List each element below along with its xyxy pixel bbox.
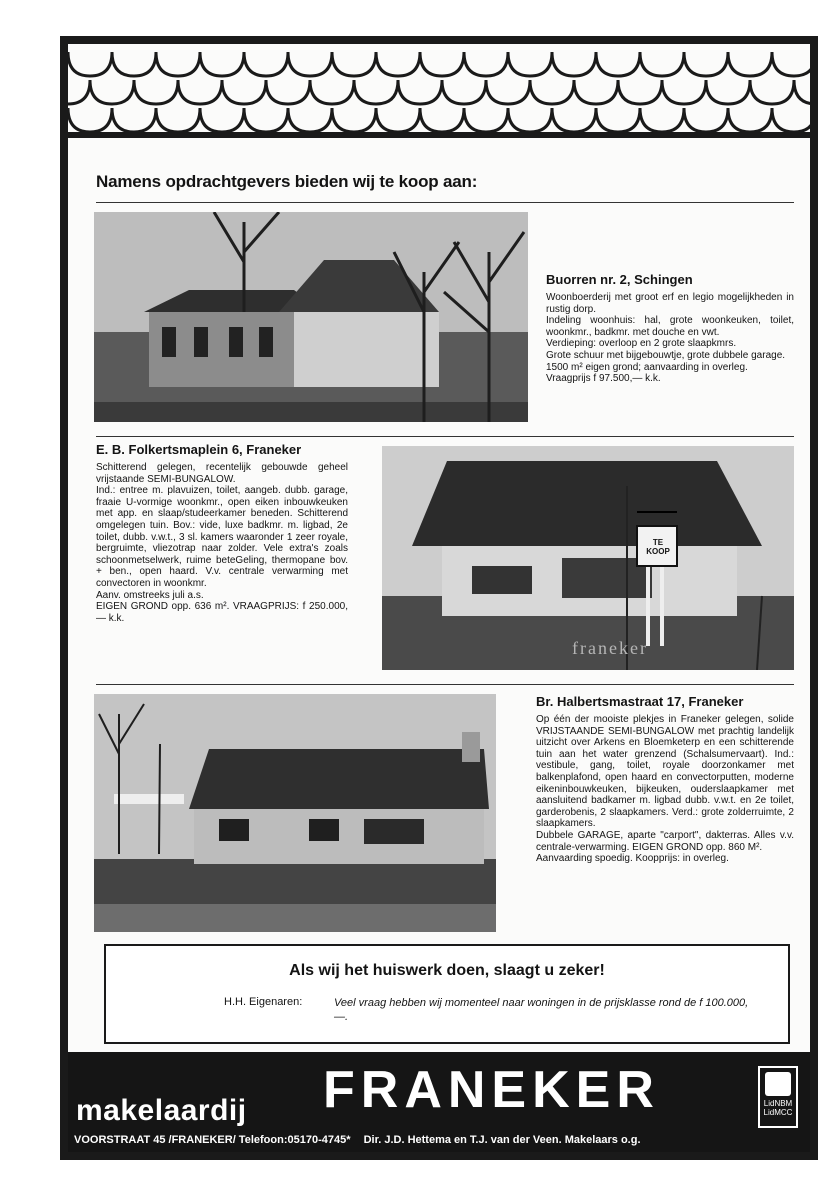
waterside-bungalow-photo: [94, 694, 496, 932]
agency-word: makelaardij: [76, 1094, 247, 1127]
listing-2-body: [96, 462, 348, 624]
farmhouse-photo: [94, 212, 528, 422]
listing-2: [96, 442, 348, 624]
listing-2-title: E. B. Folkertsmaplein 6, Franeker: [96, 442, 302, 457]
listing-3-title: Br. Halbertsmastraat 17, Franeker: [536, 694, 744, 709]
agency-directors: Dir. J.D. Hettema en T.J. van der Veen. Makelaars o.g.: [363, 1134, 641, 1146]
listing-1-line: Woonboerderij met groot erf en legio mogelijkheden in rustig dorp.: [546, 292, 794, 315]
page-heading: Namens opdrachtgevers bieden wij te koop aan:: [96, 172, 478, 191]
owners-label: H.H. Eigenaren:: [224, 996, 303, 1008]
advertisement-frame: [60, 36, 818, 1160]
listing-1-line: Verdieping: overloop en 2 grote slaapkmrs.: [546, 338, 737, 350]
photo-watermark: franeker: [572, 638, 648, 658]
logo-line-mcc: LidMCC: [763, 1108, 793, 1117]
listing-1-title: Buorren nr. 2, Schingen: [546, 272, 693, 287]
slogan-text: Als wij het huiswerk doen, slaagt u zeker!: [289, 962, 605, 979]
listing-2-line: Schitterend gelegen, recentelijk gebouwde geheel vrijstaande SEMI-BUNGALOW.: [96, 462, 348, 485]
listing-separator: [96, 436, 794, 437]
listing-3-line: Op één der mooiste plekjes in Franeker gelegen, solide VRIJSTAANDE SEMI-BUNGALOW met prachtig landelijk uitzicht over Arkens en Bloemketerp en een schitterende tuin aan het water grenzend (Schalsumervaart). Ind.: vestibule, gang, toilet, royale doorzonkamer met balkenplafond, open haard en convectorputten, moderne eikeninbouwkeuken, bijkeuken, ouderslaapkamer met aansluitend badkamer m. ligbad dubb. v.w.t. en 2e toilet, garderobenis, 2 slaapkamers. Verd.: grote zolderruimte, 2 slaapkamers.: [536, 714, 794, 830]
listing-1-line: Vraagprijs f 97.500,— k.k.: [546, 373, 661, 385]
for-sale-sign: TE KOOP: [646, 538, 670, 556]
listing-2-line: Aanv. omstreeks juli a.s.: [96, 589, 204, 601]
listing-3: [536, 694, 794, 865]
agency-address: VOORSTRAAT 45 /FRANEKER/ Telefoon:05170-4745*: [74, 1134, 351, 1146]
listing-3-line: Dubbele GARAGE, aparte "carport", dakterras. Alles v.v. centrale-verwarming. EIGEN GROND opp. 860 M².: [536, 829, 794, 853]
owners-text: Veel vraag hebben wij momenteel naar woningen in de prijsklasse rond de f 100.000,—.: [334, 997, 749, 1023]
house-logo-icon: [765, 1072, 791, 1096]
listing-1-body: [546, 292, 794, 385]
slogan-box: [104, 944, 790, 1044]
listing-2-line: EIGEN GROND opp. 636 m². VRAAGPRIJS: f 250.000,— k.k.: [96, 601, 348, 624]
listing-1-line: Indeling woonhuis: hal, grote woonkeuken, toilet, woonkmr., badkmr. met douche en vwt.: [546, 315, 794, 338]
listing-1-line: Grote schuur met bijgebouwtje, grote dubbele garage.: [546, 349, 786, 361]
agency-footer: [68, 1052, 810, 1152]
agency-name: FRANEKER: [323, 1061, 660, 1119]
listing-1-line: 1500 m² eigen grond; aanvaarding in overleg.: [546, 361, 748, 373]
roof-tile-banner: [68, 44, 810, 138]
logo-line-nbm: LidNBM: [763, 1099, 793, 1108]
footer-contact-line: [74, 1134, 651, 1146]
listing-2-line: Ind.: entree m. plavuizen, toilet, aangeb. dubb. garage, fraaie U-vormige woonkmr., open eiken inbouwkeuken met app. en slaap/studeerkamer beneden. Schitterend omgelegen tuin. Bov.: vide, luxe badkmr. m. ligbad, 2e toilet, dubb. v.w.t., 3 sl. kamers waaronder 1 zeer royale, bergruimte, vliezotrap naar zolder. Vele extra's zoals schoonmetselwerk, ruime beteGeling, thermopane bov. + ben., open haard. V.v. centrale verwarming met convectoren in woonkmr.: [96, 485, 348, 589]
listing-separator: [96, 684, 794, 685]
semi-bungalow-photo: [382, 446, 794, 670]
listing-3-line: Aanvaarding spoedig. Koopprijs: in overleg.: [536, 853, 729, 865]
listing-1: [546, 272, 794, 385]
heading-rule: [96, 202, 794, 203]
listing-3-body: [536, 714, 794, 865]
membership-logo: [758, 1066, 798, 1128]
